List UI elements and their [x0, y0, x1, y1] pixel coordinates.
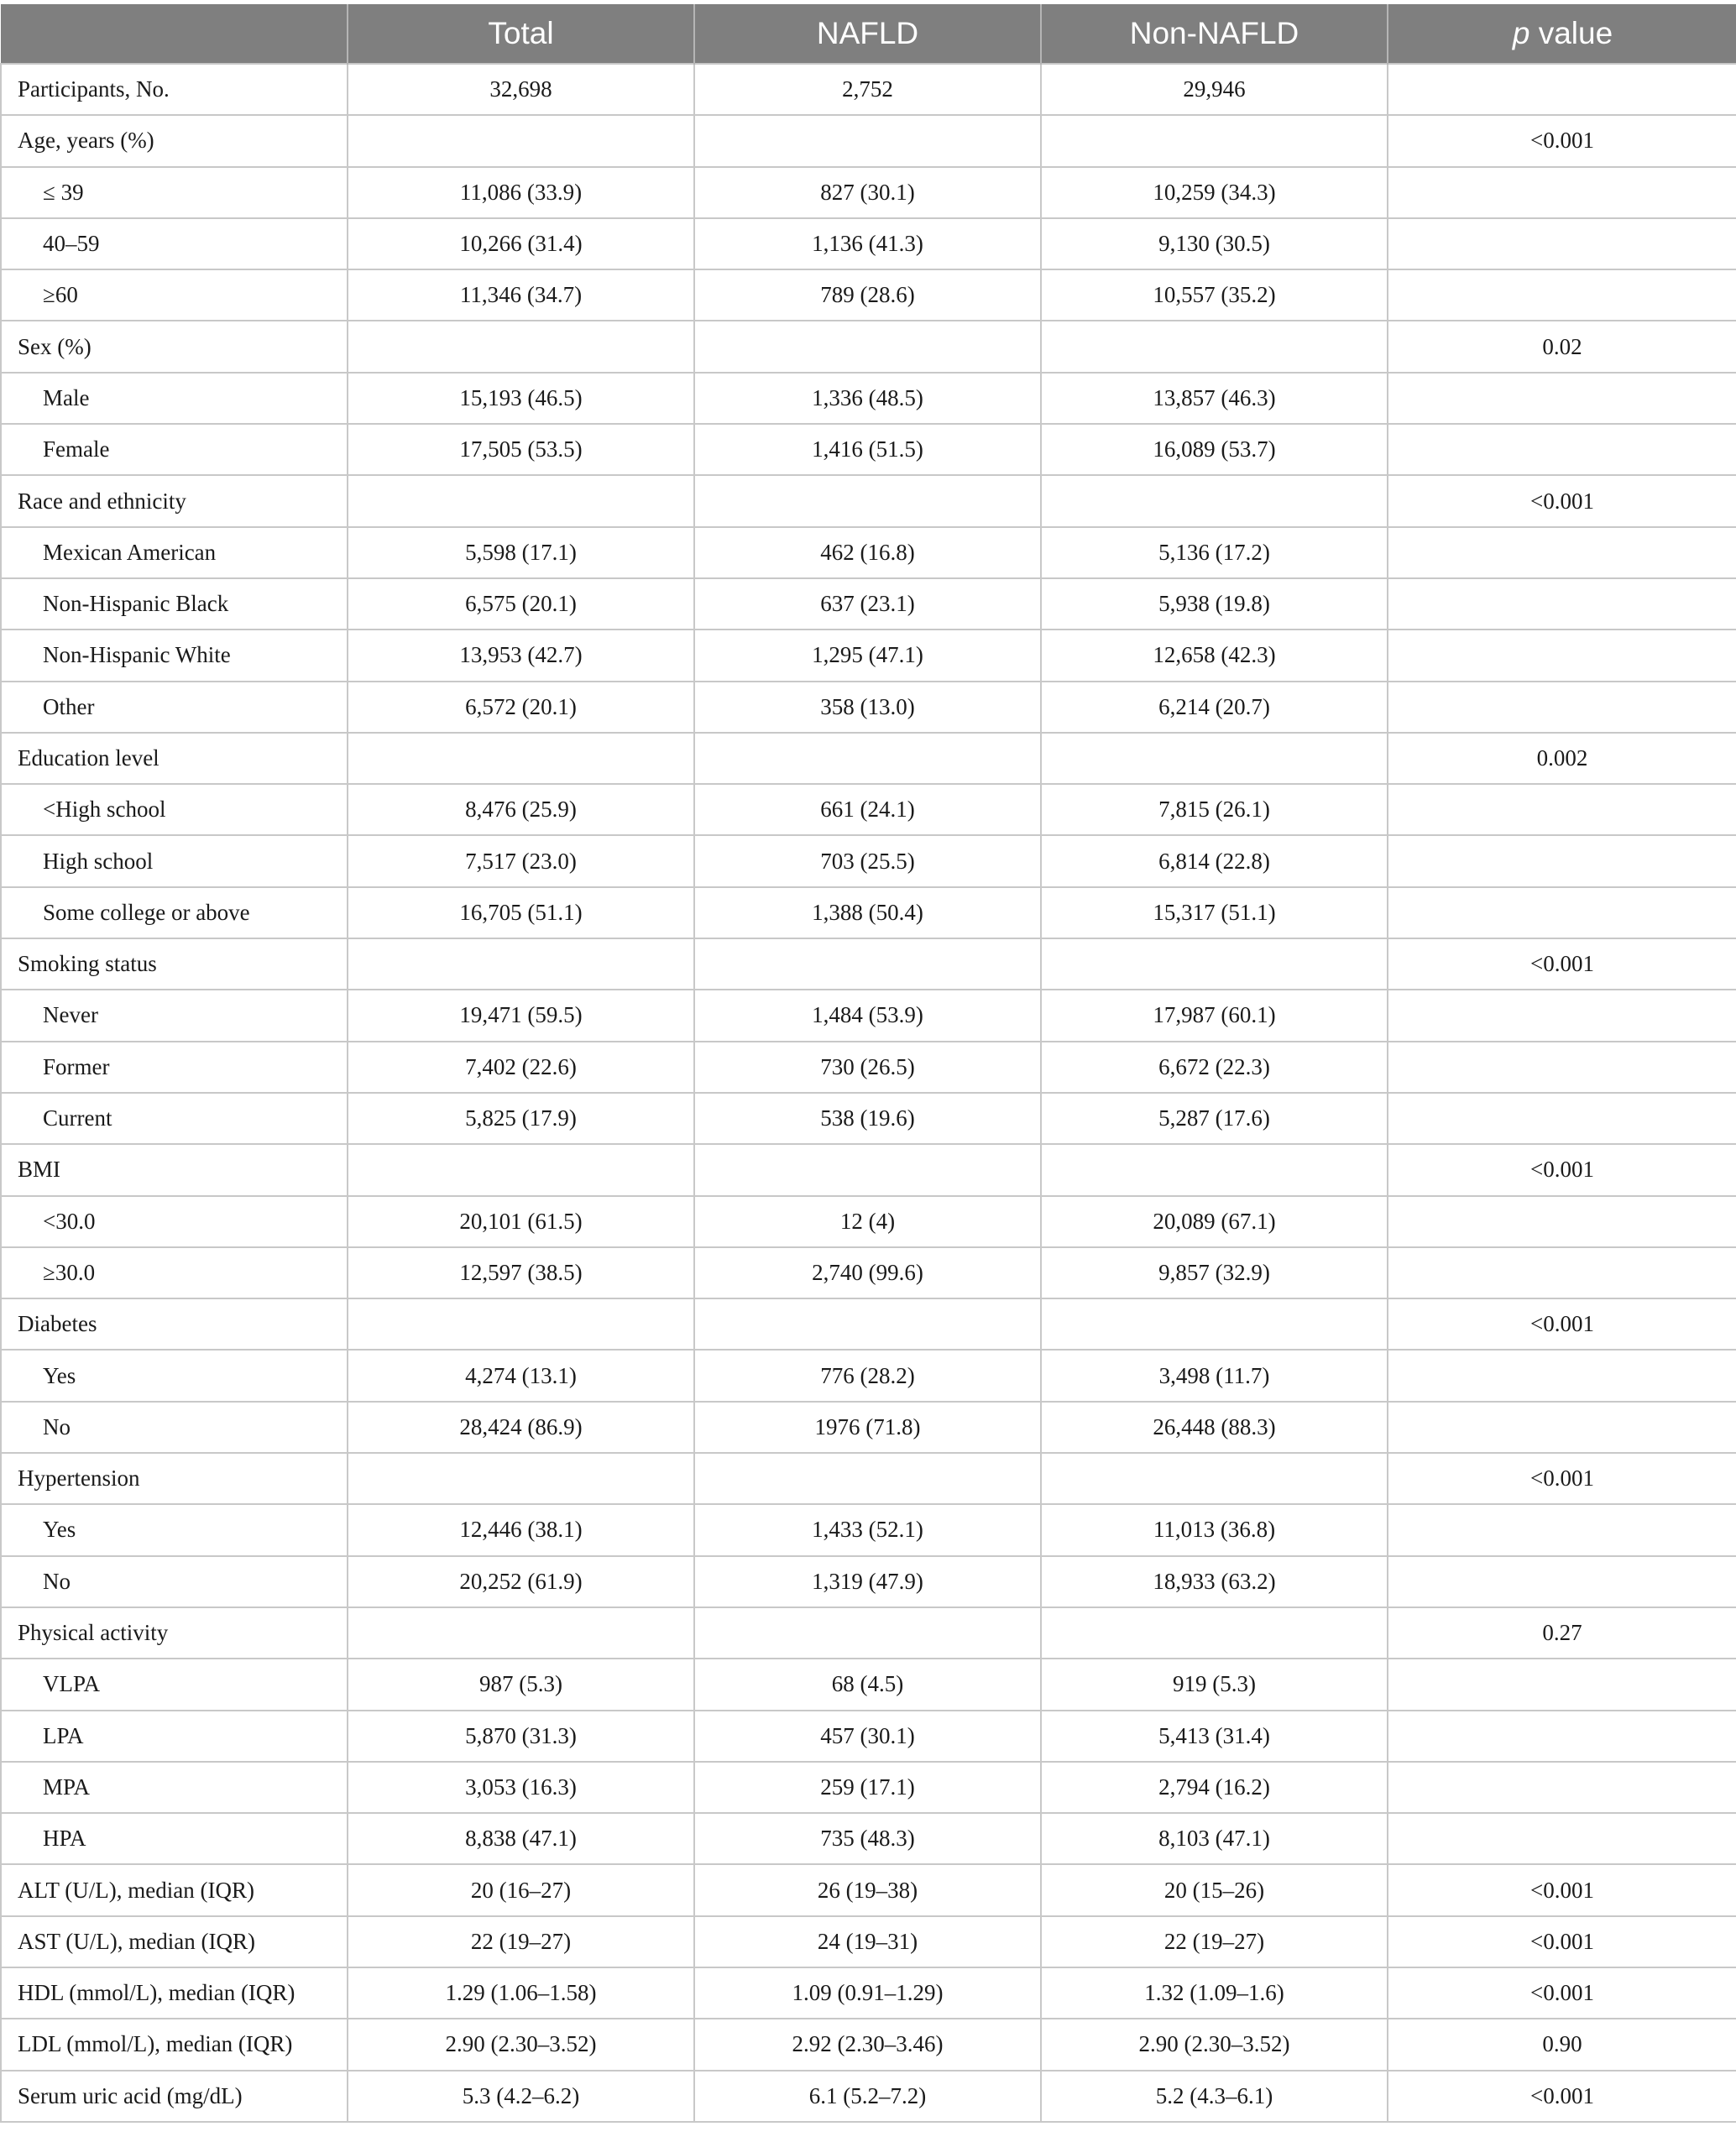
cell-nafld — [694, 115, 1041, 166]
table-row — [1, 1350, 1736, 1401]
row-label: AST (U/L), median (IQR) — [1, 1916, 348, 1967]
row-label: No — [1, 1402, 348, 1453]
table-row — [1, 424, 1736, 475]
cell-p-value: <0.001 — [1388, 1864, 1736, 1915]
cell-non-nafld: 11,013 (36.8) — [1041, 1504, 1388, 1555]
header-p-italic: p — [1512, 16, 1530, 50]
cell-non-nafld: 9,130 (30.5) — [1041, 218, 1388, 269]
cell-total: 15,193 (46.5) — [348, 373, 694, 424]
cell-non-nafld — [1041, 475, 1388, 526]
cell-p-value: <0.001 — [1388, 1916, 1736, 1967]
header-total: Total — [348, 4, 694, 64]
table-row — [1, 475, 1736, 526]
row-label: VLPA — [1, 1659, 348, 1710]
row-label: Current — [1, 1093, 348, 1144]
cell-non-nafld — [1041, 1607, 1388, 1659]
row-label: Female — [1, 424, 348, 475]
cell-non-nafld — [1041, 321, 1388, 372]
cell-nafld: 1,319 (47.9) — [694, 1556, 1041, 1607]
table-body — [1, 64, 1736, 2122]
cell-non-nafld — [1041, 733, 1388, 784]
cell-total: 12,446 (38.1) — [348, 1504, 694, 1555]
cell-total: 17,505 (53.5) — [348, 424, 694, 475]
cell-nafld: 1976 (71.8) — [694, 1402, 1041, 1453]
cell-nafld: 26 (19–38) — [694, 1864, 1041, 1915]
cell-total — [348, 1298, 694, 1350]
cell-nafld: 1,336 (48.5) — [694, 373, 1041, 424]
table-row — [1, 2071, 1736, 2122]
cell-total: 16,705 (51.1) — [348, 887, 694, 938]
cell-non-nafld: 26,448 (88.3) — [1041, 1402, 1388, 1453]
row-label: Physical activity — [1, 1607, 348, 1659]
cell-non-nafld: 5,136 (17.2) — [1041, 527, 1388, 578]
header-nafld: NAFLD — [694, 4, 1041, 64]
cell-p-value — [1388, 1402, 1736, 1453]
cell-non-nafld — [1041, 1298, 1388, 1350]
cell-nafld: 776 (28.2) — [694, 1350, 1041, 1401]
cell-total: 5,825 (17.9) — [348, 1093, 694, 1144]
cell-nafld — [694, 733, 1041, 784]
cell-p-value — [1388, 990, 1736, 1041]
cell-total: 11,346 (34.7) — [348, 269, 694, 321]
header-row — [1, 4, 1736, 64]
cell-p-value — [1388, 1813, 1736, 1864]
cell-p-value — [1388, 64, 1736, 115]
cell-total — [348, 1453, 694, 1504]
row-label: 40–59 — [1, 218, 348, 269]
baseline-characteristics-table — [0, 4, 1736, 2123]
cell-nafld: 2,740 (99.6) — [694, 1247, 1041, 1298]
cell-nafld: 1,484 (53.9) — [694, 990, 1041, 1041]
cell-total: 5,870 (31.3) — [348, 1711, 694, 1762]
cell-nafld: 1,136 (41.3) — [694, 218, 1041, 269]
row-label: BMI — [1, 1144, 348, 1195]
cell-total: 7,517 (23.0) — [348, 835, 694, 886]
table-row — [1, 373, 1736, 424]
cell-p-value: 0.02 — [1388, 321, 1736, 372]
table-row — [1, 784, 1736, 835]
cell-non-nafld: 29,946 — [1041, 64, 1388, 115]
cell-non-nafld: 8,103 (47.1) — [1041, 1813, 1388, 1864]
cell-total: 987 (5.3) — [348, 1659, 694, 1710]
row-label: ALT (U/L), median (IQR) — [1, 1864, 348, 1915]
cell-p-value — [1388, 1659, 1736, 1710]
cell-p-value — [1388, 578, 1736, 630]
cell-total: 5.3 (4.2–6.2) — [348, 2071, 694, 2122]
table-row — [1, 1916, 1736, 1967]
row-label: High school — [1, 835, 348, 886]
row-label: HPA — [1, 1813, 348, 1864]
row-label: ≥60 — [1, 269, 348, 321]
cell-total — [348, 321, 694, 372]
cell-total: 19,471 (59.5) — [348, 990, 694, 1041]
cell-p-value — [1388, 1504, 1736, 1555]
cell-nafld: 259 (17.1) — [694, 1762, 1041, 1813]
table-row — [1, 1607, 1736, 1659]
row-label: Race and ethnicity — [1, 475, 348, 526]
cell-p-value — [1388, 1247, 1736, 1298]
cell-non-nafld: 6,672 (22.3) — [1041, 1042, 1388, 1093]
cell-non-nafld — [1041, 938, 1388, 990]
table-row — [1, 115, 1736, 166]
cell-total: 20,101 (61.5) — [348, 1196, 694, 1247]
cell-total: 22 (19–27) — [348, 1916, 694, 1967]
row-label: Age, years (%) — [1, 115, 348, 166]
cell-non-nafld: 7,815 (26.1) — [1041, 784, 1388, 835]
cell-p-value — [1388, 167, 1736, 218]
cell-non-nafld: 20 (15–26) — [1041, 1864, 1388, 1915]
cell-p-value — [1388, 373, 1736, 424]
header-non-nafld: Non-NAFLD — [1041, 4, 1388, 64]
cell-total: 32,698 — [348, 64, 694, 115]
cell-total: 7,402 (22.6) — [348, 1042, 694, 1093]
table-row — [1, 2019, 1736, 2070]
row-label: Non-Hispanic Black — [1, 578, 348, 630]
cell-p-value — [1388, 835, 1736, 886]
table-row — [1, 578, 1736, 630]
cell-p-value — [1388, 424, 1736, 475]
row-label: Never — [1, 990, 348, 1041]
table-row — [1, 1967, 1736, 2019]
table-row — [1, 1453, 1736, 1504]
row-label: Male — [1, 373, 348, 424]
header-p-value — [1388, 4, 1736, 64]
cell-p-value — [1388, 1350, 1736, 1401]
cell-nafld: 24 (19–31) — [694, 1916, 1041, 1967]
cell-non-nafld: 15,317 (51.1) — [1041, 887, 1388, 938]
cell-p-value — [1388, 784, 1736, 835]
cell-nafld — [694, 1607, 1041, 1659]
row-label: ≤ 39 — [1, 167, 348, 218]
cell-nafld: 462 (16.8) — [694, 527, 1041, 578]
cell-total: 11,086 (33.9) — [348, 167, 694, 218]
cell-non-nafld: 5,287 (17.6) — [1041, 1093, 1388, 1144]
row-label: HDL (mmol/L), median (IQR) — [1, 1967, 348, 2019]
cell-non-nafld: 10,259 (34.3) — [1041, 167, 1388, 218]
table-row — [1, 1556, 1736, 1607]
cell-p-value — [1388, 630, 1736, 681]
cell-total: 6,575 (20.1) — [348, 578, 694, 630]
cell-non-nafld: 10,557 (35.2) — [1041, 269, 1388, 321]
cell-nafld: 703 (25.5) — [694, 835, 1041, 886]
table-row — [1, 1813, 1736, 1864]
table-row — [1, 1659, 1736, 1710]
cell-total: 2.90 (2.30–3.52) — [348, 2019, 694, 2070]
cell-p-value: <0.001 — [1388, 938, 1736, 990]
table-row — [1, 1196, 1736, 1247]
row-label: MPA — [1, 1762, 348, 1813]
cell-p-value: <0.001 — [1388, 1453, 1736, 1504]
cell-total: 8,838 (47.1) — [348, 1813, 694, 1864]
cell-total: 12,597 (38.5) — [348, 1247, 694, 1298]
cell-total — [348, 115, 694, 166]
table-row — [1, 167, 1736, 218]
row-label: LDL (mmol/L), median (IQR) — [1, 2019, 348, 2070]
row-label: Yes — [1, 1504, 348, 1555]
cell-nafld: 637 (23.1) — [694, 578, 1041, 630]
cell-non-nafld: 5.2 (4.3–6.1) — [1041, 2071, 1388, 2122]
row-label: <High school — [1, 784, 348, 835]
cell-nafld: 2,752 — [694, 64, 1041, 115]
cell-non-nafld: 1.32 (1.09–1.6) — [1041, 1967, 1388, 2019]
cell-non-nafld: 17,987 (60.1) — [1041, 990, 1388, 1041]
cell-nafld: 1,295 (47.1) — [694, 630, 1041, 681]
cell-p-value: <0.001 — [1388, 1144, 1736, 1195]
table-row — [1, 269, 1736, 321]
baseline-characteristics-table-container — [0, 4, 1736, 2123]
cell-non-nafld: 2.90 (2.30–3.52) — [1041, 2019, 1388, 2070]
table-row — [1, 682, 1736, 733]
cell-total: 10,266 (31.4) — [348, 218, 694, 269]
table-row — [1, 1402, 1736, 1453]
row-label: LPA — [1, 1711, 348, 1762]
cell-total: 13,953 (42.7) — [348, 630, 694, 681]
cell-p-value — [1388, 1196, 1736, 1247]
cell-non-nafld: 6,214 (20.7) — [1041, 682, 1388, 733]
cell-non-nafld: 919 (5.3) — [1041, 1659, 1388, 1710]
cell-total: 20,252 (61.9) — [348, 1556, 694, 1607]
table-row — [1, 64, 1736, 115]
cell-nafld: 661 (24.1) — [694, 784, 1041, 835]
cell-non-nafld: 22 (19–27) — [1041, 1916, 1388, 1967]
table-row — [1, 1144, 1736, 1195]
table-row — [1, 1711, 1736, 1762]
cell-p-value: <0.001 — [1388, 1967, 1736, 2019]
cell-non-nafld — [1041, 1144, 1388, 1195]
cell-non-nafld: 12,658 (42.3) — [1041, 630, 1388, 681]
cell-nafld: 12 (4) — [694, 1196, 1041, 1247]
row-label: Yes — [1, 1350, 348, 1401]
cell-non-nafld: 20,089 (67.1) — [1041, 1196, 1388, 1247]
cell-total: 28,424 (86.9) — [348, 1402, 694, 1453]
cell-nafld: 1,388 (50.4) — [694, 887, 1041, 938]
cell-nafld: 735 (48.3) — [694, 1813, 1041, 1864]
row-label: Smoking status — [1, 938, 348, 990]
cell-non-nafld: 3,498 (11.7) — [1041, 1350, 1388, 1401]
header-p-suffix: value — [1529, 16, 1613, 50]
row-label: Participants, No. — [1, 64, 348, 115]
table-row — [1, 630, 1736, 681]
row-label: Hypertension — [1, 1453, 348, 1504]
cell-nafld: 358 (13.0) — [694, 682, 1041, 733]
row-label: No — [1, 1556, 348, 1607]
cell-nafld: 68 (4.5) — [694, 1659, 1041, 1710]
row-label: Non-Hispanic White — [1, 630, 348, 681]
cell-p-value — [1388, 1042, 1736, 1093]
cell-total: 6,572 (20.1) — [348, 682, 694, 733]
table-row — [1, 321, 1736, 372]
cell-p-value — [1388, 1711, 1736, 1762]
cell-total — [348, 1607, 694, 1659]
cell-nafld: 2.92 (2.30–3.46) — [694, 2019, 1041, 2070]
table-row — [1, 835, 1736, 886]
table-row — [1, 527, 1736, 578]
cell-p-value — [1388, 1762, 1736, 1813]
cell-total — [348, 1144, 694, 1195]
cell-nafld — [694, 475, 1041, 526]
table-header — [1, 4, 1736, 64]
cell-non-nafld: 18,933 (63.2) — [1041, 1556, 1388, 1607]
cell-nafld — [694, 1453, 1041, 1504]
row-label: Other — [1, 682, 348, 733]
table-row — [1, 1042, 1736, 1093]
cell-nafld — [694, 938, 1041, 990]
cell-non-nafld — [1041, 115, 1388, 166]
cell-total: 3,053 (16.3) — [348, 1762, 694, 1813]
cell-p-value — [1388, 1556, 1736, 1607]
cell-nafld: 6.1 (5.2–7.2) — [694, 2071, 1041, 2122]
table-row — [1, 1298, 1736, 1350]
row-label: Education level — [1, 733, 348, 784]
row-label: <30.0 — [1, 1196, 348, 1247]
cell-nafld: 457 (30.1) — [694, 1711, 1041, 1762]
row-label: Serum uric acid (mg/dL) — [1, 2071, 348, 2122]
table-row — [1, 1504, 1736, 1555]
cell-p-value: <0.001 — [1388, 115, 1736, 166]
cell-non-nafld: 6,814 (22.8) — [1041, 835, 1388, 886]
table-row — [1, 887, 1736, 938]
cell-total: 5,598 (17.1) — [348, 527, 694, 578]
cell-non-nafld: 2,794 (16.2) — [1041, 1762, 1388, 1813]
cell-nafld: 730 (26.5) — [694, 1042, 1041, 1093]
cell-p-value: 0.90 — [1388, 2019, 1736, 2070]
cell-p-value: 0.002 — [1388, 733, 1736, 784]
cell-p-value — [1388, 218, 1736, 269]
cell-p-value — [1388, 1093, 1736, 1144]
table-row — [1, 1864, 1736, 1915]
cell-p-value — [1388, 682, 1736, 733]
row-label: Sex (%) — [1, 321, 348, 372]
row-label: Former — [1, 1042, 348, 1093]
cell-nafld: 789 (28.6) — [694, 269, 1041, 321]
cell-nafld: 827 (30.1) — [694, 167, 1041, 218]
cell-total: 4,274 (13.1) — [348, 1350, 694, 1401]
cell-p-value: <0.001 — [1388, 475, 1736, 526]
table-row — [1, 1762, 1736, 1813]
cell-total — [348, 475, 694, 526]
table-row — [1, 990, 1736, 1041]
cell-non-nafld: 9,857 (32.9) — [1041, 1247, 1388, 1298]
cell-nafld — [694, 1144, 1041, 1195]
cell-nafld: 1.09 (0.91–1.29) — [694, 1967, 1041, 2019]
cell-non-nafld: 13,857 (46.3) — [1041, 373, 1388, 424]
cell-p-value — [1388, 887, 1736, 938]
table-row — [1, 938, 1736, 990]
row-label: Some college or above — [1, 887, 348, 938]
row-label: Diabetes — [1, 1298, 348, 1350]
row-label: Mexican American — [1, 527, 348, 578]
cell-nafld — [694, 1298, 1041, 1350]
cell-nafld: 538 (19.6) — [694, 1093, 1041, 1144]
cell-nafld: 1,416 (51.5) — [694, 424, 1041, 475]
row-label: ≥30.0 — [1, 1247, 348, 1298]
cell-total: 20 (16–27) — [348, 1864, 694, 1915]
cell-p-value: <0.001 — [1388, 1298, 1736, 1350]
cell-nafld — [694, 321, 1041, 372]
table-row — [1, 733, 1736, 784]
cell-total — [348, 938, 694, 990]
cell-non-nafld — [1041, 1453, 1388, 1504]
cell-non-nafld: 5,938 (19.8) — [1041, 578, 1388, 630]
table-row — [1, 1093, 1736, 1144]
cell-p-value: 0.27 — [1388, 1607, 1736, 1659]
cell-non-nafld: 16,089 (53.7) — [1041, 424, 1388, 475]
cell-p-value — [1388, 269, 1736, 321]
header-variable — [1, 4, 348, 64]
cell-total: 8,476 (25.9) — [348, 784, 694, 835]
table-row — [1, 218, 1736, 269]
cell-total — [348, 733, 694, 784]
cell-non-nafld: 5,413 (31.4) — [1041, 1711, 1388, 1762]
cell-nafld: 1,433 (52.1) — [694, 1504, 1041, 1555]
cell-total: 1.29 (1.06–1.58) — [348, 1967, 694, 2019]
cell-p-value — [1388, 527, 1736, 578]
table-row — [1, 1247, 1736, 1298]
cell-p-value: <0.001 — [1388, 2071, 1736, 2122]
